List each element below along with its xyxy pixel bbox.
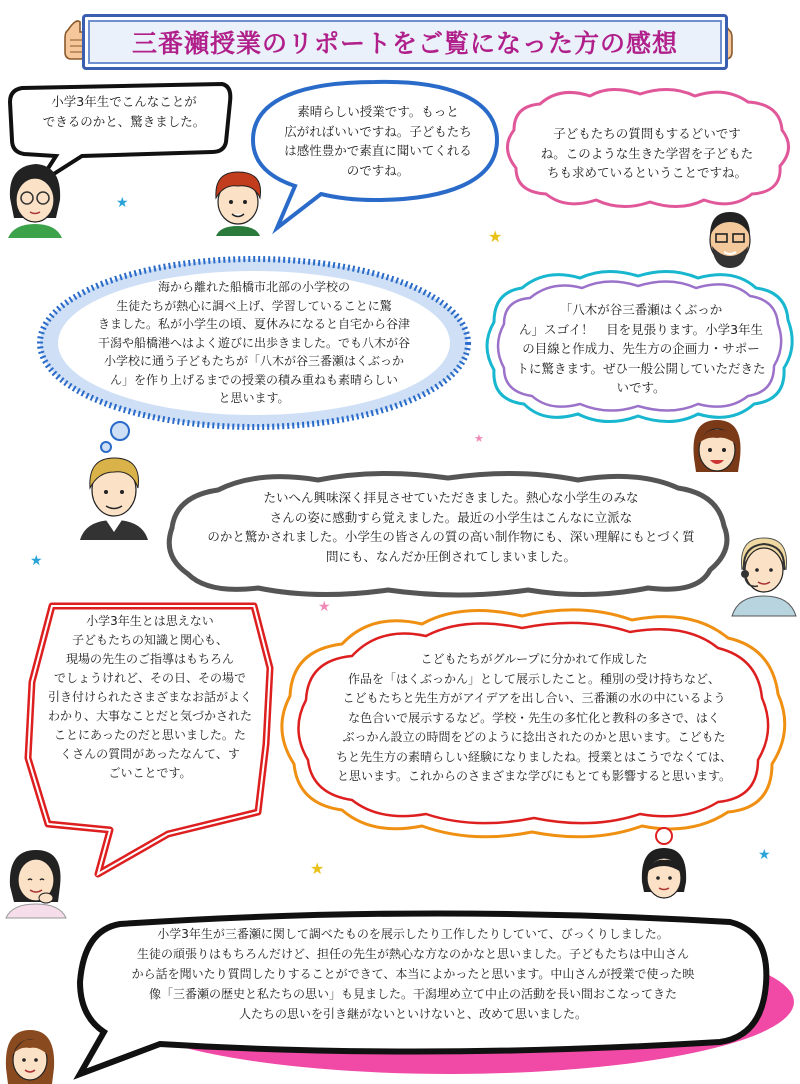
person-man-blond (74, 448, 154, 540)
comment-3: 子どもたちの質問もするどいです ね。このような生きた学習を子どもた ちも求めているということですね。 (540, 126, 754, 180)
person-woman-glasses (0, 158, 70, 238)
comment-8: こどもたちがグループに分かれて作成した 作品を「はくぶっかん」として展示したこと。種別の受け持ちなど、 こどもたちと先生方がアイデアを出し合い、三番瀬の水の中にいるよう な色合いで展示するなど。学校・先生の多忙化と教科の多さで、はく ぶっかん設立の時間をどのように捻出されたのかと思います。こどもた ちと先生方の素晴らしい経験になりましたね。授業とはこうでなくては、 と思います。これからのさまざまな学びにもとても影響すると思います。 (335, 652, 732, 783)
star-icon: ★ (116, 195, 129, 211)
person-woman-shorthair (634, 842, 694, 906)
star-icon: ★ (318, 599, 331, 615)
person-woman-headset (726, 530, 800, 616)
title-banner (82, 14, 728, 70)
person-woman-brown (686, 414, 748, 480)
comment-7: 小学3年生とは思えない 子どもたちの知識と関心も、 現場の先生のご指導はもちろん でしょうけれど、その日、その場で 引き付けられたさまざまなお話がよく わかり、大事なことだと気づかされた ことにあったのだと思いました。た くさんの質問があったなんて、す ごいことです。 (47, 614, 252, 780)
star-icon: ★ (488, 227, 503, 246)
person-woman-bottom (0, 1026, 60, 1084)
star-icon: ★ (474, 432, 484, 445)
person-woman-thinking (0, 842, 72, 918)
comment-2: 素晴らしい授業です。もっと 広がればいいですね。子どもたち は感性豊かで素直に聞いてくれる のですね。 (284, 104, 472, 178)
comment-6: たいへん興味深く拝見させていただきました。熱心な小学生のみな さんの姿に感動すら覚えました。最近の小学生はこんなに立派な のかと驚かされました。小学生の皆さんの質の高い制作物にも、深い理解にもとづく質 問にも、なんだか圧倒されてしまいました。 (207, 490, 695, 564)
star-icon: ★ (310, 859, 325, 878)
comment-5: 「八木が谷三番瀬はくぶっか ん」スゴイ！ 目を見張ります。小学3年生 の目線と作成力、先生方の企画力・サポー トに驚きます。ぜひ一般公開していただきた いです。 (516, 302, 766, 395)
person-man-beard (700, 206, 760, 272)
person-boy-redhair (206, 164, 270, 236)
comment-1: 小学3年生でこんなことが できるのかと、驚きました。 (42, 94, 206, 129)
comment-4: 海から離れた船橋市北部の小学校の 生徒たちが熱心に調べ上げ、学習していることに驚 きました。私が小学生の頃、夏休みになると自宅から谷津 干潟や船橋港へはよく遊びに出歩きました。でも八木が谷 小学校に通う子どもたちが「八木が谷三番瀬はくぶっか ん」を作り上げるまでの授業の積み重ねも素晴らしい と思います。 (97, 280, 410, 405)
comment-9: 小学3年生が三番瀬に関して調べたものを展示したり工作したりしていて、びっくりしました。 生徒の頑張りはもちろんだけど、担任の先生が熱心な方なのかなと思いました。子どもたちは中山さん から話を聞いたり質問したりすることができて、本当によかったと思います。中山さんが授業で使った映 像「三番瀬の歴史と私たちの思い」も見ました。干潟埋め立て中止の活動を長い間おこなってきた 人たちの思いを引き継がないといけないと、改めて思いました。 (131, 927, 695, 1021)
page-title: 三番瀬授業のリポートをご覧になった方の感想 (131, 29, 678, 58)
star-icon: ★ (30, 553, 43, 569)
star-icon: ★ (758, 847, 771, 863)
